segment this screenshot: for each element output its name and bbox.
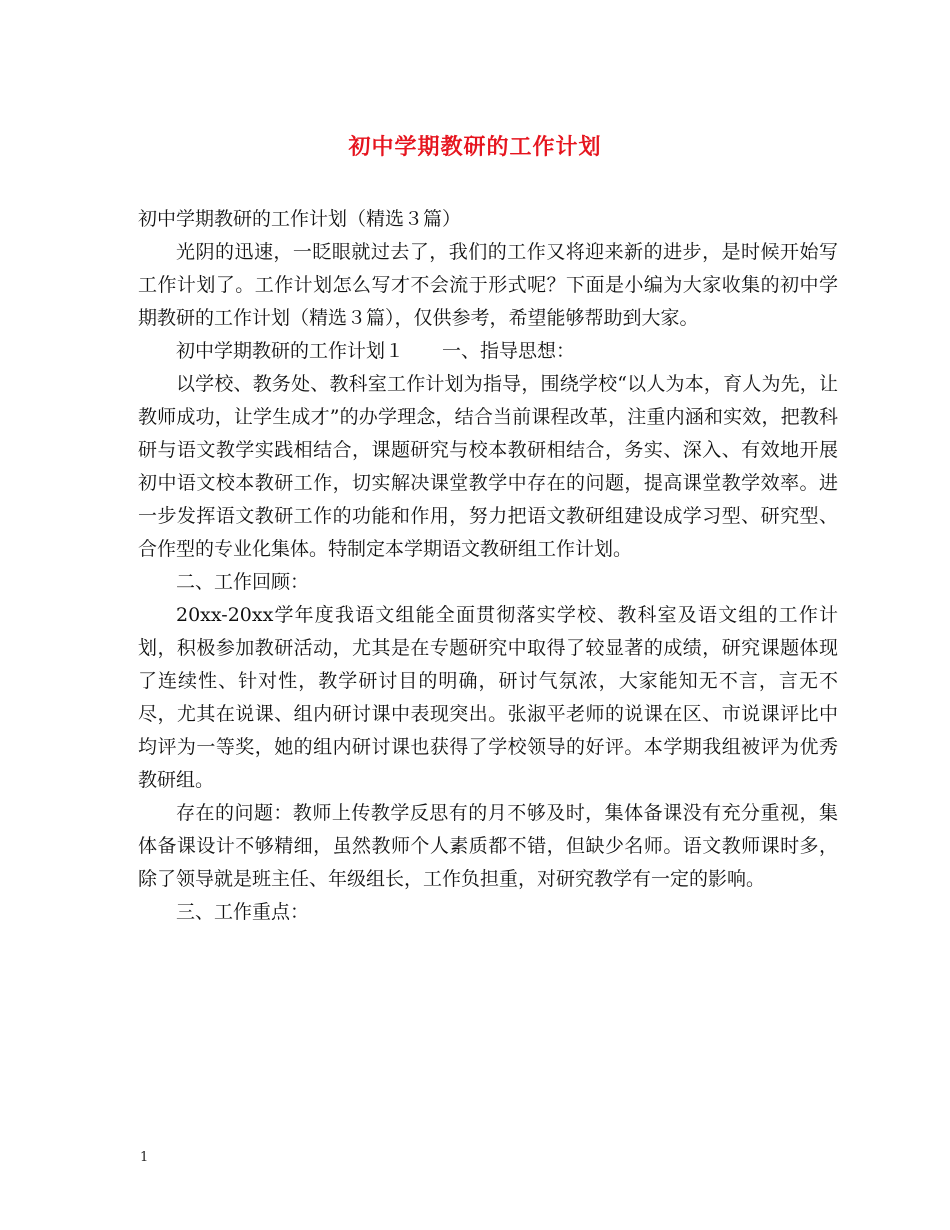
work-review-paragraph: 20xx-20xx学年度我语文组能全面贯彻落实学校、教科室及语文组的工作计划，积极参加教研活动，尤其是在专题研究中取得了较显著的成绩，研究课题体现了连续性、针对性，教学研讨目的明确，研讨气氛浓，大家能知无不言，言无不尽，尤其在说课、组内研讨课中表现突出。张淑平老师的说课在区、市说课评比中均评为一等奖，她的组内研讨课也获得了学校领导的好评。本学期我组被评为优秀教研组。 — [138, 604, 838, 791]
document-subtitle: 初中学期教研的工作计划（精选３篇） — [138, 208, 462, 230]
existing-problems-paragraph: 存在的问题：教师上传教学反思有的月不够及时，集体备课没有充分重视，集体备课设计不够精细，虽然教师个人素质都不错，但缺少名师。语文教师课时多，除了领导就是班主任、年级组长，工作负担重，对研究教学有一定的影响。 — [138, 802, 838, 890]
plan-heading: 初中学期教研的工作计划１ 一、指导思想： — [176, 340, 576, 362]
section-heading-review: 二、工作回顾： — [176, 571, 310, 593]
intro-paragraph: 光阴的迅速，一眨眼就过去了，我们的工作又将迎来新的进步，是时候开始写工作计划了。工作计划怎么写才不会流于形式呢？下面是小编为大家收集的初中学期教研的工作计划（精选３篇），仅供参考，希望能够帮助到大家。 — [138, 241, 838, 329]
page-number: 1 — [140, 1150, 149, 1165]
guiding-ideology-paragraph: 以学校、教务处、教科室工作计划为指导，围绕学校“以人为本，育人为先，让教师成功，让学生成才”的办学理念，结合当前课程改革，注重内涵和实效，把教科研与语文教学实践相结合，课题研究与校本教研相结合，务实、深入、有效地开展初中语文校本教研工作，切实解决课堂教学中存在的问题，提高课堂教学效率。进一步发挥语文教研工作的功能和作用，努力把语文教研组建设成学习型、研究型、合作型的专业化集体。特制定本学期语文教研组工作计划。 — [138, 373, 838, 560]
document-title: 初中学期教研的工作计划 — [348, 134, 602, 160]
document-body — [138, 203, 838, 929]
section-heading-focus: 三、工作重点： — [176, 901, 310, 923]
